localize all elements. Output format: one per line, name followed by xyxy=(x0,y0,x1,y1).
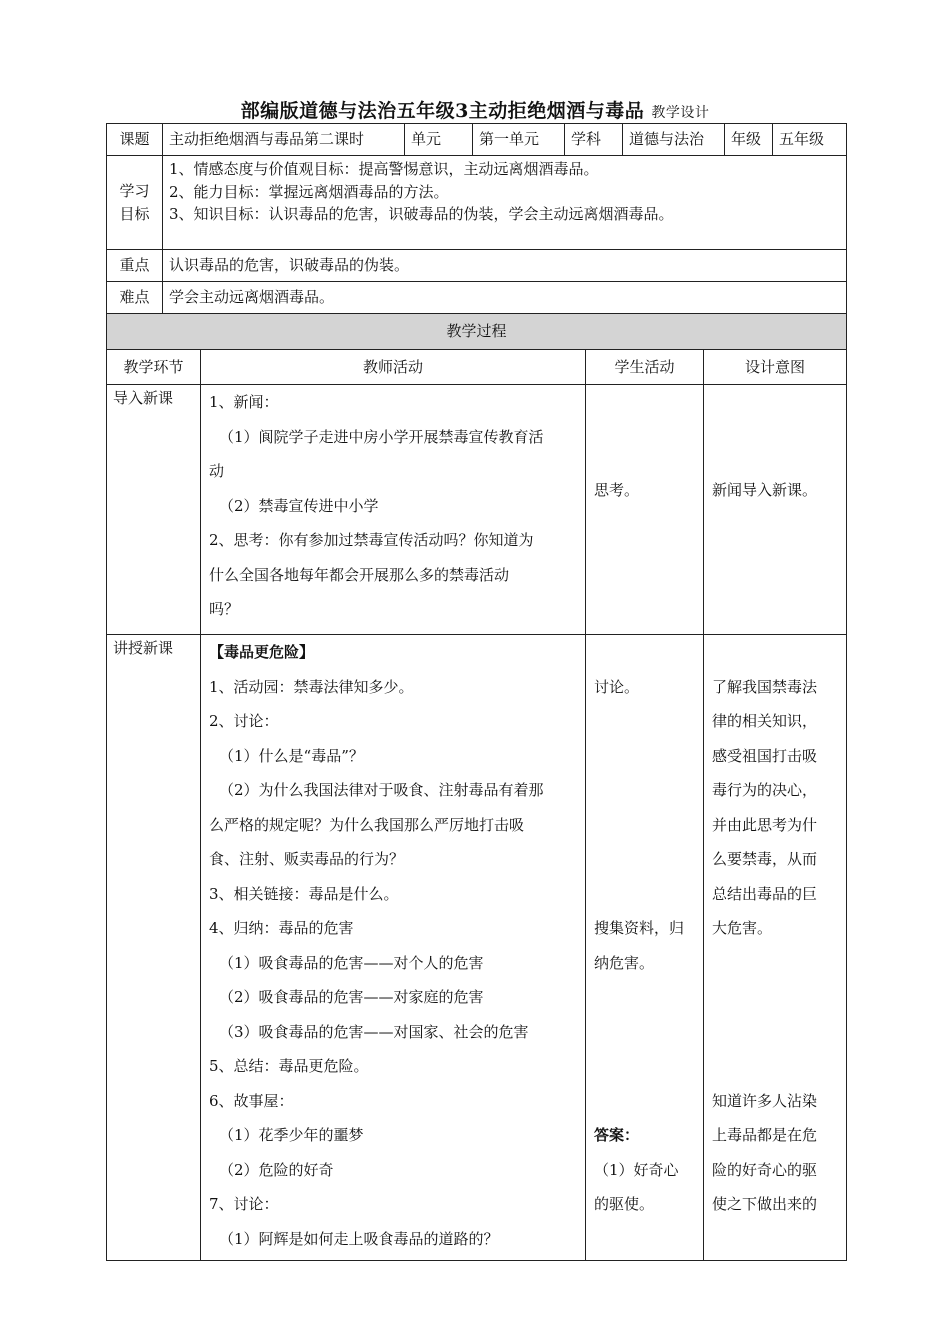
subject-label: 学科 xyxy=(565,124,623,156)
lesson-info-table xyxy=(106,123,847,314)
table-row xyxy=(107,635,847,1261)
goal-item: 2、能力目标：掌握远离烟酒毒品的方法。 xyxy=(169,182,449,201)
goal-item: 3、知识目标：认识毒品的危害，识破毒品的伪装，学会主动远离烟酒毒品。 xyxy=(169,205,674,223)
column-header: 学生活动 xyxy=(586,350,704,385)
lecture-heading: 【毒品更危险】 xyxy=(209,643,315,661)
title-main: 部编版道德与法治五年级3主动拒绝烟酒与毒品 xyxy=(240,100,645,122)
topic-value: 主动拒绝烟酒与毒品第二课时 xyxy=(163,124,405,156)
key-label: 重点 xyxy=(107,250,163,282)
stage-intro: 导入新课 xyxy=(107,385,201,635)
title-sub: 教学设计 xyxy=(651,105,710,121)
stage-lecture: 讲授新课 xyxy=(107,635,201,1261)
teaching-process-table xyxy=(106,313,847,1261)
grade-value: 五年级 xyxy=(773,124,847,156)
subject-value: 道德与法治 xyxy=(623,124,725,156)
unit-value: 第一单元 xyxy=(473,124,565,156)
answer-label: 答案： xyxy=(594,1126,640,1144)
student-discuss: 讨论。 xyxy=(594,677,640,696)
lecture-student-activity: 讨论。 搜集资料，归 纳危害。 答案： （1）好奇心 的驱使。 xyxy=(586,635,704,1261)
intro-teacher-activity: 1、新闻： （1）阆院学子走进中房小学开展禁毒宣传教育活 动 （2）禁毒宣传进中小学 2、思考：你有参加过禁毒宣传活动吗？你知道为 什么全国各地每年都会开展那么多的禁毒活动 吗？ xyxy=(201,385,586,635)
goals-list xyxy=(163,156,847,250)
intro-design-intent: 新闻导入新课。 xyxy=(704,385,847,635)
topic-label: 课题 xyxy=(107,124,163,156)
difficulty-value: 学会主动远离烟酒毒品。 xyxy=(163,282,847,314)
unit-label: 单元 xyxy=(405,124,473,156)
goals-label: 学习 目标 xyxy=(107,156,163,250)
column-header: 教师活动 xyxy=(201,350,586,385)
lecture-teacher-activity: 【毒品更危险】 1、活动园：禁毒法律知多少。 2、讨论： （1）什么是“毒品”？ （2）为什么我国法律对于吸食、注射毒品有着那 么严格的规定呢？为什么我国那么严厉地打击吸 食、注射、贩卖毒品的行为？ 3、相关链接：毒品是什么。 4、归纳：毒品的危害 （1）吸食毒品的危害——对个人的危害 （2）吸食毒品的危害——对家庭的危害 （3）吸食毒品的危害——对国家、社会的危害 5、总结：毒品更危险。 6、故事屋： （1）花季少年的噩梦 （2）危险的好奇 7、讨论： （1）阿辉是如何走上吸食毒品的道路的？ xyxy=(201,635,586,1261)
intro-student-activity: 思考。 xyxy=(586,385,704,635)
column-header: 设计意图 xyxy=(704,350,847,385)
grade-label: 年级 xyxy=(725,124,773,156)
lecture-design-intent: 了解我国禁毒法 律的相关知识， 感受祖国打击吸 毒行为的决心， 并由此思考为什 么要禁毒，从而 总结出毒品的巨 大危害。 知道许多人沾染 上毒品都是在危 险的好奇心的驱 使之下做出来的 xyxy=(704,635,847,1261)
table-row xyxy=(107,385,847,635)
column-header: 教学环节 xyxy=(107,350,201,385)
difficulty-label: 难点 xyxy=(107,282,163,314)
process-heading: 教学过程 xyxy=(107,314,847,350)
key-value: 认识毒品的危害，识破毒品的伪装。 xyxy=(163,250,847,282)
goal-item: 1、情感态度与价值观目标：提高警惕意识，主动远离烟酒毒品。 xyxy=(169,160,599,178)
document-title xyxy=(0,96,950,123)
